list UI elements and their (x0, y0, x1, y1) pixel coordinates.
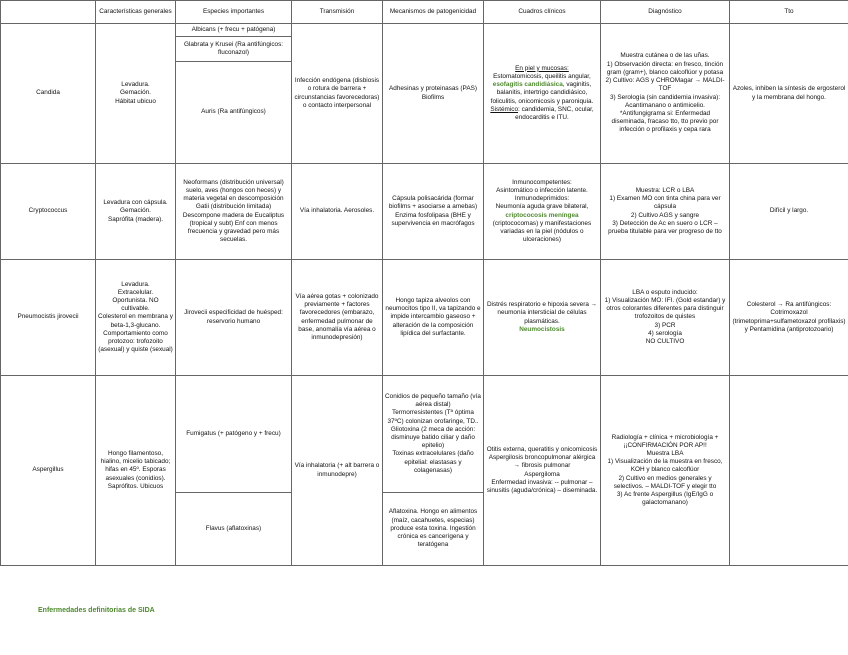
transmission-cell: Vía inhalatoria (+ alt barrera o inmunodepre) (292, 376, 383, 566)
treatment-cell: Difícil y largo. (730, 164, 848, 260)
mechanisms-cell: Hongo tapiza alveolos con neumocitos tipo II, va tapizando e impide intercambio gaseoso + alteración de la composición lipídica del surfactante. (383, 260, 484, 376)
species-cell: Albicans (+ frecu + patógena) Glabrata y Krusei (Ra antifúngicos: fluconazol) Auris (Ra antifúngicos) (176, 24, 292, 164)
header-cell: Mecanismos de patogenicidad (383, 1, 484, 24)
table-row (1, 376, 848, 566)
header-row (1, 1, 848, 24)
organism-name: Pneumocistis jirovecii (1, 260, 96, 376)
table-row (1, 260, 848, 376)
clinical-cell: Inmunocompetentes: Asintomático o infección latente. Inmunodeprimidos: Neumonía aguda grave bilateral, criptococosis meníngea (criptococomas) y manifestaciones variadas en la piel (nódulos o ulceraciones) (484, 164, 601, 260)
mechanisms-cell: Cápsula polisacárida (formar biofilms + asociarse a amebas) Enzima fosfolipasa (BHE y supervivencia en macrófagos (383, 164, 484, 260)
treatment-cell: Azoles, inhiben la síntesis de ergosterol y la membrana del hongo. (730, 24, 848, 164)
transmission-cell: Vía inhalatoria. Aerosoles. (292, 164, 383, 260)
organism-name: Candida (1, 24, 96, 164)
clinical-cell: Otitis externa, queratitis y onicomicosis Aspergilosis broncopulmonar alérgica → fibrosis pulmonar Aspergiloma Enfermedad invasiva: -- pulmonar – sinusitis (aguda/crónica) – diseminada. (484, 376, 601, 566)
footer-note: Enfermedades definitorias de SIDA (38, 607, 155, 614)
header-cell: Características generales (96, 1, 176, 24)
organism-name: Cryptococcus (1, 164, 96, 260)
table-row (1, 24, 848, 164)
header-cell: Cuadros clínicos (484, 1, 601, 24)
species-cell: Neoformans (distribución universal) suelo, aves (hongos con heces) y materia vegetal en descomposición Gatii (distribución limitada) Descompone madera de Eucaliptus (tropical y subt) Enf con menos frecuencia y gravedad pero más secuelas. (176, 164, 292, 260)
header-cell: Tto (730, 1, 848, 24)
transmission-cell: Infección endógena (disbiosis o rotura de barrera + circunstancias favorecedoras) o contacto interpersonal (292, 24, 383, 164)
header-cell: Especies importantes (176, 1, 292, 24)
mechanisms-cell: Adhesinas y proteinasas (PAS) Biofilms (383, 24, 484, 164)
treatment-cell (730, 376, 848, 566)
organism-name: Aspergillus (1, 376, 96, 566)
species-cell: Jirovecii especificidad de huésped: reservorio humano (176, 260, 292, 376)
header-cell (1, 1, 96, 24)
transmission-cell: Vía aérea gotas + colonizado previamente + factores favorecedores (embarazo, enfermedad pulmonar de base, anomalía vía aérea o inmunodepresión) (292, 260, 383, 376)
diagnosis-cell: LBA o esputo inducido: 1) Visualización MO: IFI. (Gold estandar) y otros colorantes diferentes para distinguir trofozoitos de quistes 3) PCR 4) serología NO CULTIVO (601, 260, 730, 376)
diagnosis-cell: Muestra: LCR o LBA 1) Examen MO con tinta china para ver cápsula 2) Cultivo AGS y sangre 3) Detección de Ac en suero o LCR – prueba titulable para ver progreso de tto (601, 164, 730, 260)
header-cell: Diagnóstico (601, 1, 730, 24)
general-cell: Levadura con cápsula. Gemación. Saprófita (madera). (96, 164, 176, 260)
general-cell: Hongo filamentoso, hialino, micelio tabicado; hifas en 45º. Esporas asexuales (conidios). Saprófitos. Ubicuos (96, 376, 176, 566)
clinical-cell: En piel y mucosas: Estomatomicosis, queilitis angular, esofagitis candidiásica, vaginitis, balanitis, intertrigo candidiásico, foliculitis, onicomicosis y paroniquia. Sistémico: candidemia, SNC, ocular, endocarditis e ITU. (484, 24, 601, 164)
diagnosis-cell: Muestra cutánea o de las uñas. 1) Observación directa: en fresco, tinción gram (gram+), blanco calcoflúor y potasa 2) Cultivo: AGS y CHROMagar → MALDI-TOF 3) Serología (sin candidemia invasiva): Acantimanano o antimicelio. *Antifungigrama si: Enfermedad diseminada, fracaso tto, tto previo por infección o profilaxis y cepa rara (601, 24, 730, 164)
header-cell: Transmisión (292, 1, 383, 24)
general-cell: Levadura. Extracelular. Oportunista. NO cultivable. Colesterol en membrana y beta-1,3-glucano. Comportamiento como protozoo: trofozoito (asexual) y quiste (sexual) (96, 260, 176, 376)
mechanisms-cell: Conidios de pequeño tamaño (vía aérea distal) Termorresistentes (Tª óptima 37ºC) colonizan orofaringe, TD.. Gliotoxina (2 meca de acción: disminuye batido ciliar y daño epitelio) Toxinas extracelulares (daño epitelial: elastasas y colagenasas) Aflatoxina. Hongo en alimentos (maíz, cacahuetes, especias) produce esta toxina. Ingestión crónica es cancerígena y teratógena (383, 376, 484, 566)
diagnosis-cell: Radiología + clínica + microbiología + ¡¡CONFIRMACIÓN POR AP!! Muestra LBA 1) Visualización de la muestra en fresco, KOH y blanco calcoflúor 2) Cultivo en medios generales y selectivos. – MALDI-TOF y elegir tto 3) Ac frente Aspergillus (IgE/IgG o galactomanano) (601, 376, 730, 566)
table-row (1, 164, 848, 260)
treatment-cell: Colesterol → Ra antifúngicos: Cotrimoxazol (trimetoprima+sulfametoxazol profilaxis) y Pentamidina (antiprotozoario) (730, 260, 848, 376)
clinical-cell: Distrés respiratorio e hipoxia severa → neumonía intersticial de células plasmáticas. Neumocistosis (484, 260, 601, 376)
species-cell: Fumigatus (+ patógeno y + frecu) Flavus (aflatoxinas) (176, 376, 292, 566)
general-cell: Levadura. Gemación. Hábitat ubicuo (96, 24, 176, 164)
